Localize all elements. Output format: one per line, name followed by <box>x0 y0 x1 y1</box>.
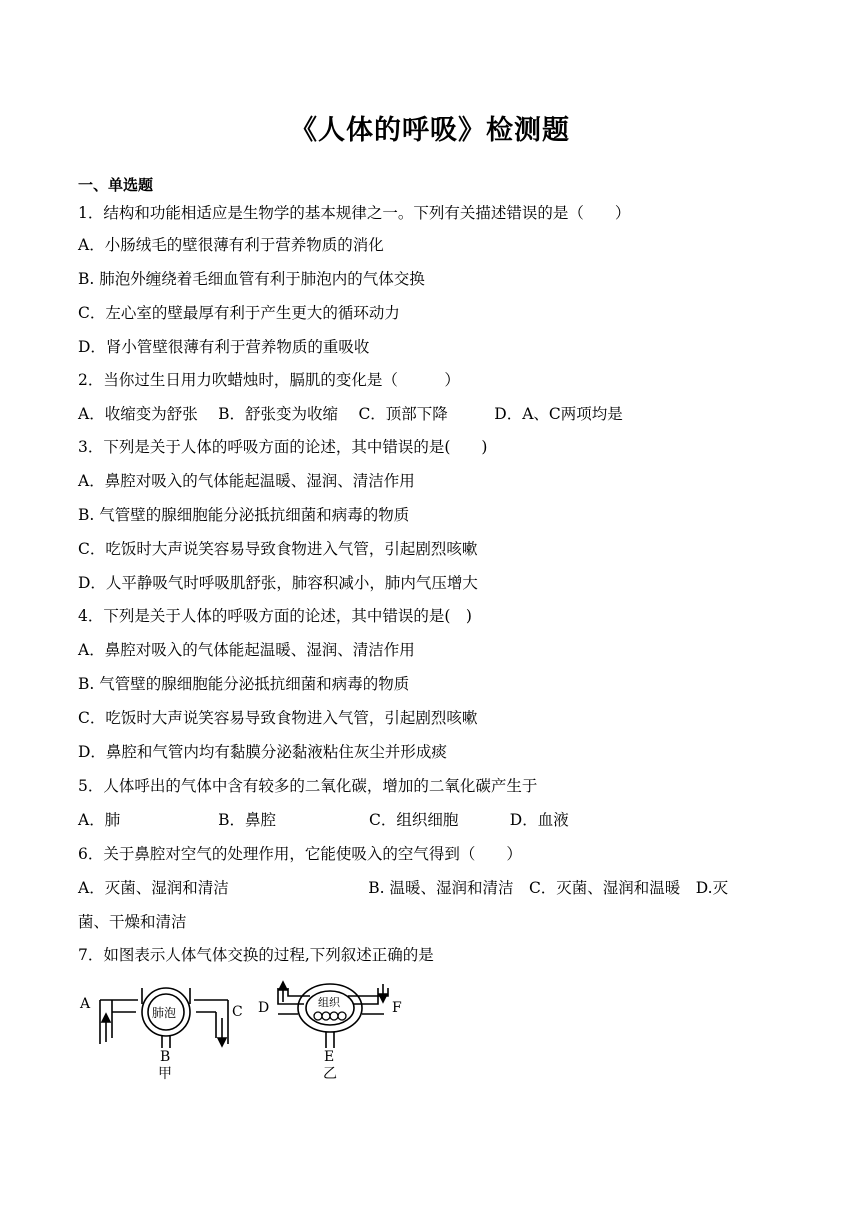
label-d: D <box>258 1000 270 1016</box>
question-6: 6．关于鼻腔对空气的处理作用，它能使吸入的空气得到（ ） <box>78 845 522 863</box>
label-jia: 甲 <box>158 1066 172 1082</box>
label-e: E <box>324 1049 335 1065</box>
label-f: F <box>392 1000 402 1016</box>
label-a: A <box>80 996 91 1012</box>
option-line: C．左心室的壁最厚有利于产生更大的循环动力 <box>78 304 400 322</box>
option-line: B. 气管壁的腺细胞能分泌抵抗细菌和病毒的物质 <box>78 506 410 524</box>
diagram-yi <box>278 984 388 1048</box>
label-b: B <box>160 1049 171 1065</box>
option-line: B. 气管壁的腺细胞能分泌抵抗细菌和病毒的物质 <box>78 675 410 693</box>
option-line: D．人平静吸气时呼吸肌舒张，肺容积减小，肺内气压增大 <box>78 574 478 592</box>
label-tissue: 组织 <box>318 996 340 1009</box>
gas-exchange-figure <box>78 968 418 1088</box>
diagram-yi-cells <box>314 1012 346 1020</box>
question-1: 1．结构和功能相适应是生物学的基本规律之一。下列有关描述错误的是（ ） <box>78 204 631 222</box>
question-2: 2．当你过生日用力吹蜡烛时，膈肌的变化是（ ） <box>78 371 460 389</box>
question-4: 4．下列是关于人体的呼吸方面的论述，其中错误的是( ) <box>78 607 472 625</box>
option-line: A．小肠绒毛的壁很薄有利于营养物质的消化 <box>78 236 384 254</box>
question-3: 3．下列是关于人体的呼吸方面的论述，其中错误的是( ) <box>78 438 488 456</box>
question-5: 5．人体呼出的气体中含有较多的二氧化碳，增加的二氧化碳产生于 <box>78 777 538 795</box>
label-c: C <box>232 1004 243 1020</box>
option-line: D．肾小管壁很薄有利于营养物质的重吸收 <box>78 338 370 356</box>
question-7: 7．如图表示人体气体交换的过程,下列叙述正确的是 <box>78 946 434 964</box>
option-line: C．吃饭时大声说笑容易导致食物进入气管，引起剧烈咳嗽 <box>78 540 478 558</box>
option-line: A．肺 B．鼻腔 C．组织细胞 D．血液 <box>78 811 569 829</box>
option-line: C．吃饭时大声说笑容易导致食物进入气管，引起剧烈咳嗽 <box>78 709 478 727</box>
option-line-continued: 菌、干燥和清洁 <box>78 913 187 931</box>
page-title: 《人体的呼吸》检测题 <box>290 115 570 146</box>
option-line: A．鼻腔对吸入的气体能起温暖、湿润、清洁作用 <box>78 472 415 490</box>
label-yi: 乙 <box>323 1066 337 1082</box>
section-heading: 一、单选题 <box>78 176 154 194</box>
option-line: D．鼻腔和气管内均有黏膜分泌黏液粘住灰尘并形成痰 <box>78 743 447 761</box>
option-line: A．收缩变为舒张 B．舒张变为收缩 C．顶部下降 D．A、C两项均是 <box>78 405 623 423</box>
option-line: A．灭菌、湿润和清洁 B. 温暖、湿润和清洁 C．灭菌、湿润和温暖 D.灭 <box>78 879 729 897</box>
option-line: B. 肺泡外缠绕着毛细血管有利于肺泡内的气体交换 <box>78 270 425 288</box>
option-line: A．鼻腔对吸入的气体能起温暖、湿润、清洁作用 <box>78 641 415 659</box>
label-alveolus: 肺泡 <box>152 1006 177 1020</box>
